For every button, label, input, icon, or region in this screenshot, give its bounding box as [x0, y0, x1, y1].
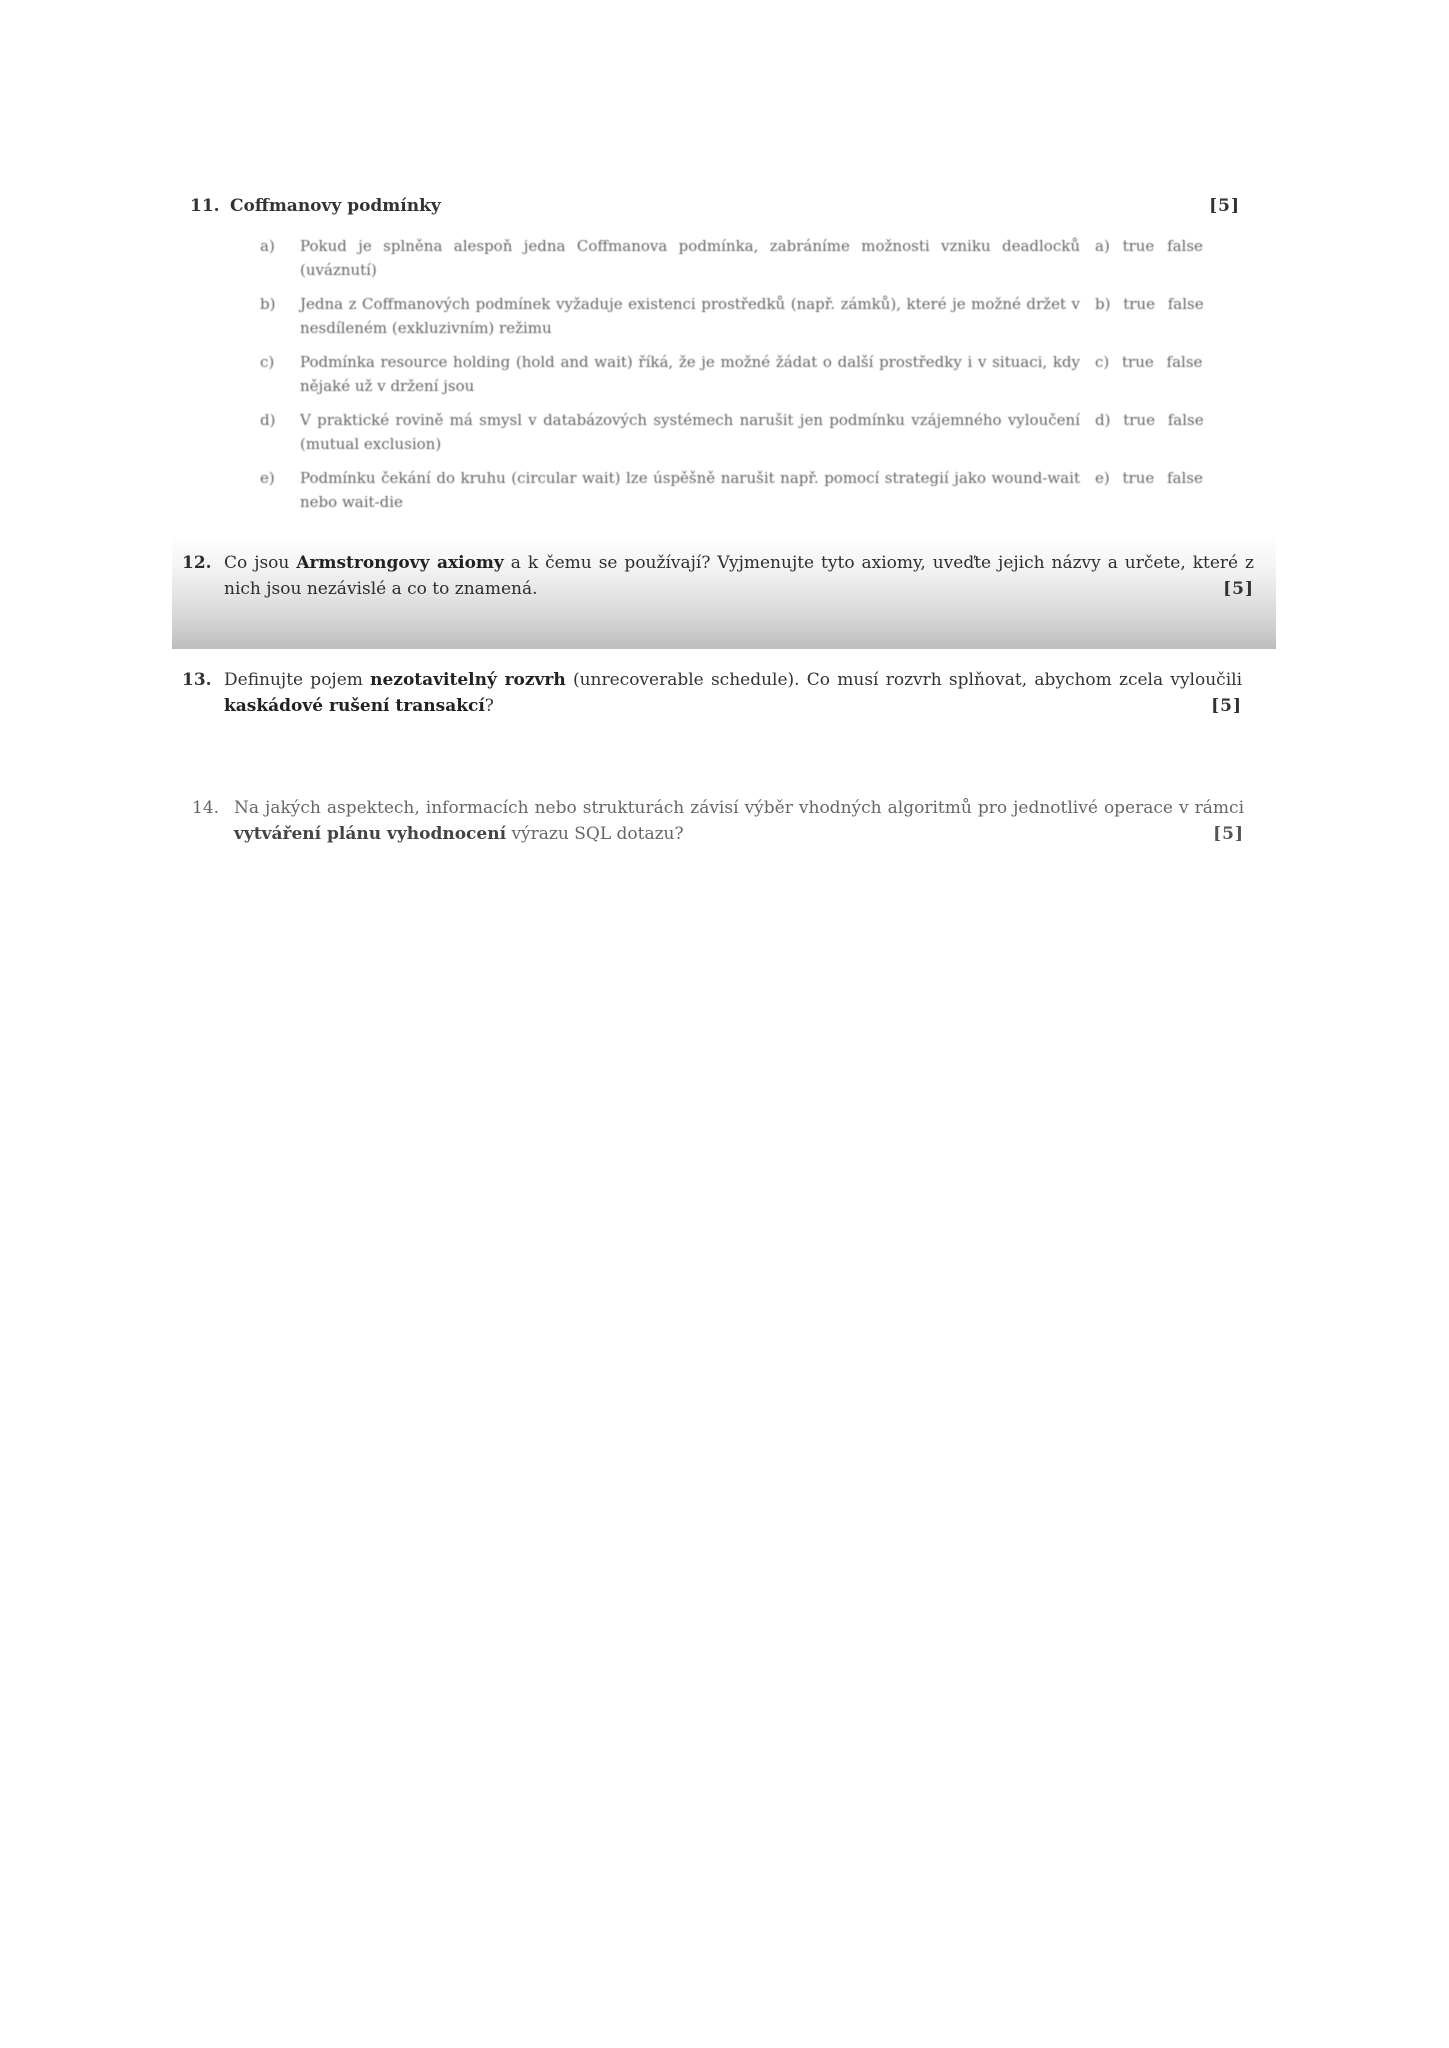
points-badge: [5]: [1213, 824, 1244, 844]
option-a: [260, 234, 1240, 282]
question-text-part: výrazu SQL dotazu?: [506, 824, 684, 844]
question-text-part: (unrecoverable schedule). Co musí rozvrh splňovat, abychom zcela vyloučili: [565, 670, 1243, 690]
true-false-choice[interactable]: e) true false: [1095, 469, 1203, 487]
question-11: [190, 196, 1240, 216]
option-b: [260, 292, 1240, 340]
option-letter: a): [260, 237, 275, 255]
question-11-header: [190, 196, 1240, 216]
option-c: [260, 350, 1240, 398]
points-badge: [5]: [1223, 579, 1254, 599]
question-keyword: Armstrongovy axiomy: [296, 553, 504, 573]
question-keyword: kaskádové rušení transakcí: [224, 696, 485, 716]
question-title: Coffmanovy podmínky: [230, 196, 441, 216]
question-text: [224, 550, 1254, 602]
question-text-part: Co jsou: [224, 553, 297, 573]
true-false-choice[interactable]: b) true false: [1095, 295, 1204, 313]
option-text: Podmínka resource holding (hold and wait) říká, že je možné žádat o další prostředky i v situaci, kdy nějaké už v držení jsou: [300, 353, 1080, 395]
option-text: Jedna z Coffmanových podmínek vyžaduje existenci prostředků (např. zámků), které je možné držet v nesdíleném (exkluzivním) režimu: [300, 295, 1080, 337]
question-number: 13.: [182, 670, 212, 690]
points-badge: [5]: [1209, 196, 1240, 216]
option-letter: c): [260, 353, 275, 371]
option-letter: d): [260, 411, 276, 429]
points-badge: [5]: [1211, 696, 1242, 716]
true-false-choice[interactable]: d) true false: [1095, 411, 1204, 429]
option-letter: e): [260, 469, 275, 487]
option-letter: b): [260, 295, 276, 313]
option-text: Pokud je splněna alespoň jedna Coffmanova podmínka, zabráníme možnosti vzniku deadlocků (uváznutí): [300, 237, 1080, 279]
question-text-part: ?: [484, 696, 494, 716]
question-keyword: nezotavitelný rozvrh: [370, 670, 566, 690]
question-keyword: vytváření plánu vyhodnocení: [234, 824, 507, 844]
question-text: [234, 795, 1244, 847]
question-number: 14.: [192, 798, 220, 818]
question-text-part: Na jakých aspektech, informacích nebo strukturách závisí výběr vhodných algoritmů pro jednotlivé operace v rámci: [234, 798, 1244, 818]
true-false-choice[interactable]: c) true false: [1095, 353, 1203, 371]
option-text: Podmínku čekání do kruhu (circular wait) lze úspěšně narušit např. pomocí strategií jako wound-wait nebo wait-die: [300, 469, 1080, 511]
question-text-part: Definujte pojem: [224, 670, 371, 690]
option-e: [260, 466, 1240, 514]
option-text: V praktické rovině má smysl v databázových systémech narušit jen podmínku vzájemného vyloučení (mutual exclusion): [300, 411, 1080, 453]
true-false-choice[interactable]: a) true false: [1095, 237, 1203, 255]
question-text-part: a k čemu se používají? Vyjmenujte tyto axiomy, uveďte jejich názvy a určete, které z nich jsou nezávislé a co to znamená.: [224, 553, 1254, 599]
question-number: 12.: [182, 553, 212, 573]
question-text: [224, 667, 1242, 719]
question-number: 11.: [190, 196, 220, 216]
option-d: [260, 408, 1240, 456]
